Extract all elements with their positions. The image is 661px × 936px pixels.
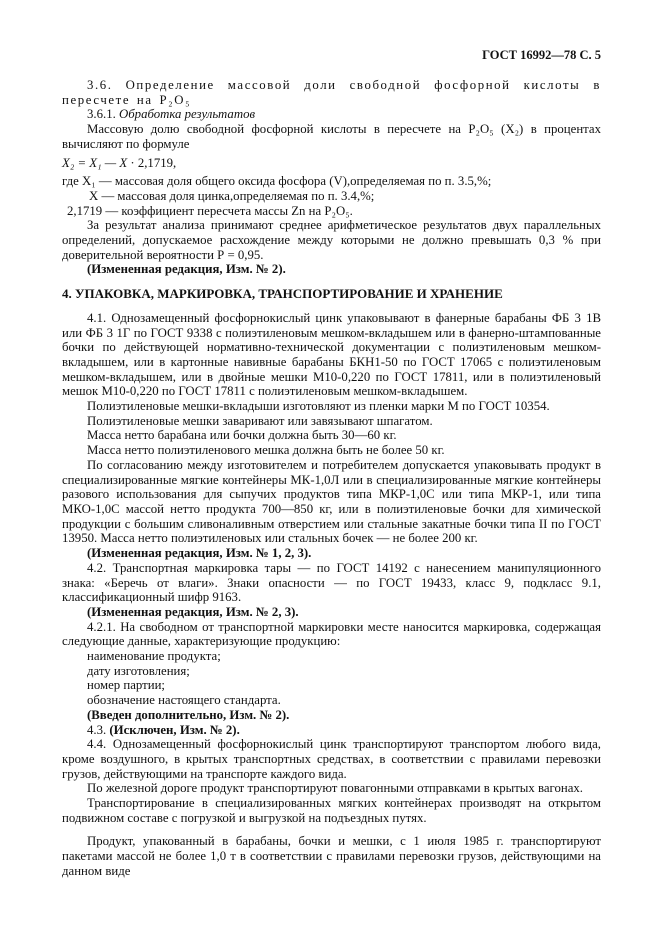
formula xyxy=(62,156,601,171)
paragraph-4-4: 4.4. Однозамещенный фосфорнокислый цинк транспортируют транспортом любого вида, кроме воздушного, в крытых транспортных средствах, в соответствии с правилами перевозки грузов, действующими на транспорте каждого вида. xyxy=(62,737,601,781)
paragraph-4-2-1: 4.2.1. На свободном от транспортной маркировки месте наносится маркировка, содержащая следующие данные, характеризующие продукцию: xyxy=(62,619,601,649)
paragraph-4-2: 4.2. Транспортная маркировка тары — по ГОСТ 14192 с нанесением манипуляционного знака: «Беречь от влаги». Знаки опасности — по ГОСТ 19433, класс 9, подкласс 9.1, классификационный шифр 9163. xyxy=(62,560,601,605)
where-definition-x1: где X₁ — массовая доля общего оксида фосфора (V),определяемая по п. 3.5,%; xyxy=(62,174,492,189)
document-code: ГОСТ 16992—78 С. 5 xyxy=(482,48,601,62)
amendment-note: (Измененная редакция, Изм. № 2). xyxy=(87,262,286,277)
list-item-manufacture-date: дату изготовления; xyxy=(87,663,190,678)
formula-constant: · 2,1719, xyxy=(130,155,177,170)
list-item-batch-number: номер партии; xyxy=(87,678,165,693)
heading-section-4: 4. УПАКОВКА, МАРКИРОВКА, ТРАНСПОРТИРОВАНИЕ И ХРАНЕНИЕ xyxy=(62,286,503,302)
excluded-note: (Исключен, Изм. № 2). xyxy=(109,722,240,737)
heading-3-6: 3.6. Определение массовой доли свободной фосфорной кислоты в пересчете на P₂O₅ xyxy=(62,78,601,107)
clause-title: Обработка результатов xyxy=(119,107,256,122)
clause-number: 4.3. xyxy=(87,722,107,737)
amendment-note: (Измененная редакция, Изм. № 2, 3). xyxy=(87,604,299,619)
paragraph-agreement-packaging: По согласованию между изготовителем и потребителем допускается упаковывать продукт в специализированные мягкие контейнеры МК-1,0Л или в специализированные мягкие контейнеры разового использования для сыпучих продуктов типа МКР-1,0С или типа МКР-1, или типа МКО-1,0С массой нетто продукта 700—850 кг, или в полиэтиленовые бочки для химической продукции с большим сливоналивным отверстием или стальные закатные бочки типа II по ГОСТ 13950. Масса нетто полиэтиленовых или стальных бочек — не более 200 кг. xyxy=(62,457,601,546)
amendment-note: (Введен дополнительно, Изм. № 2). xyxy=(87,707,290,722)
where-definition-x: X — массовая доля цинка,определяемая по п. 3.4,%; xyxy=(89,188,375,203)
paragraph-container-transport: Транспортирование в специализированных мягких контейнерах производят на открытом подвижном составе с погрузкой и выгрузкой на подъездных путях. xyxy=(62,796,601,825)
paragraph-drum-net-mass: Масса нетто барабана или бочки должна быть 30—60 кг. xyxy=(87,428,397,443)
paragraph-4-1: 4.1. Однозамещенный фосфорнокислый цинк упаковывают в фанерные барабаны ФБ 3 1В или ФБ 3 1Г по ГОСТ 9338 с полиэтиленовым мешком-вкладышем или в фанерно-штампованные бочки по действующей нормативно-технической документации с полиэтиленовым мешком-вкладышем, или в картонные навивные барабаны БКН1-50 по ГОСТ 17065 с полиэтиленовым мешком-вкладышем, или в двойные мешки М10-0,220 по ГОСТ 17811, или в полиэтиленовый мешок М10-0,220 по ГОСТ 17811 с полиэтиленовым мешком-вкладышем. xyxy=(62,310,601,399)
list-item-standard-designation: обозначение настоящего стандарта. xyxy=(87,693,281,708)
list-item-product-name: наименование продукта; xyxy=(87,649,221,664)
clause-number: 3.6.1. xyxy=(87,107,116,122)
document-body xyxy=(62,78,601,879)
paragraph-result-rule: За результат анализа принимают среднее арифметическое результатов двух параллельных определений, допускаемое расхождение между которыми не должно превышать 0,3 % при доверительной вероятности Р = 0,95. xyxy=(62,218,601,262)
where-definition-coefficient: 2,1719 — коэффициент пересчета массы Zn на P₂O₅. xyxy=(67,203,353,218)
amendment-note: (Измененная редакция, Изм. № 1, 2, 3). xyxy=(87,546,312,561)
paragraph-4-3 xyxy=(62,723,601,738)
paragraph-package-transport: Продукт, упакованный в барабаны, бочки и мешки, с 1 июля 1985 г. транспортируют пакетами массой не более 1,0 т в соответствии с правилами перевозки грузов, действующими на данном виде xyxy=(62,834,601,878)
paragraph-bag-net-mass: Масса нетто полиэтиленового мешка должна быть не более 50 кг. xyxy=(87,443,445,458)
paragraph-liner-bags: Полиэтиленовые мешки-вкладыши изготовляют из пленки марки М по ГОСТ 10354. xyxy=(87,399,550,414)
heading-3-6-1 xyxy=(62,107,601,122)
paragraph-formula-intro: Массовую долю свободной фосфорной кислоты в пересчете на P₂O₅ (X₂) в процентах вычисляют по формуле xyxy=(62,122,601,151)
page-header xyxy=(62,48,601,63)
paragraph-bag-sealing: Полиэтиленовые мешки заваривают или завязывают шпагатом. xyxy=(87,413,433,428)
paragraph-rail-transport: По железной дороге продукт транспортируют повагонными отправками в крытых вагонах. xyxy=(87,781,583,796)
formula-variables: X₂ = X₁ — X xyxy=(62,155,128,170)
